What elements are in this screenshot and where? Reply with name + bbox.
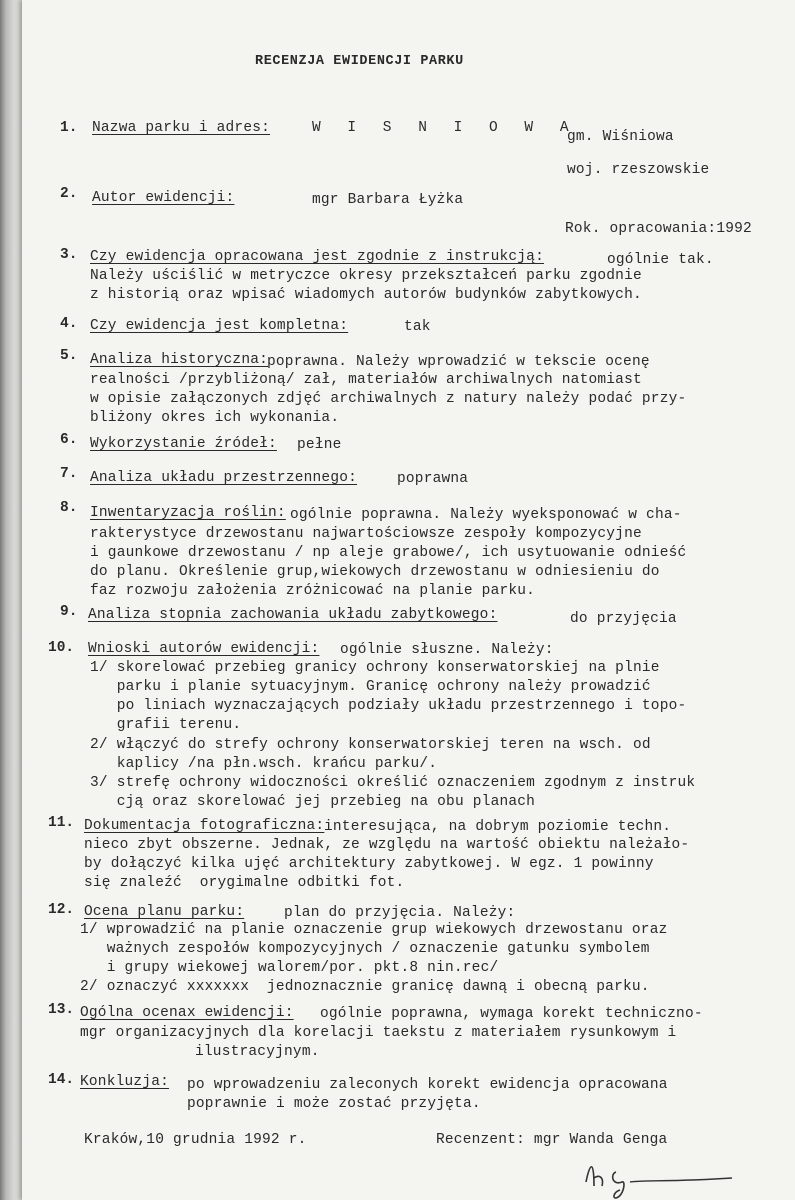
item-label: Analiza układu przestrzennego:	[90, 470, 358, 486]
binding-edge	[0, 0, 22, 1200]
item-label: Czy ewidencja opracowana jest zgodnie z instrukcją:	[90, 249, 544, 265]
item-value: poprawna	[397, 471, 469, 487]
item-number: 10.	[48, 640, 75, 656]
item-line: by dołączyć kilka ujęć architektury zabytkowej. W egz. 1 powinny	[84, 856, 654, 872]
item-label: Analiza historyczna:	[90, 352, 269, 368]
item-value: ogólnie słuszne. Należy:	[340, 642, 554, 658]
item-line: ilustracyjnym.	[195, 1044, 320, 1060]
item-line: z historią oraz wpisać wiadomych autorów budynków zabytkowych.	[90, 287, 642, 303]
item-line: 2/ oznaczyć xxxxxxx jednoznacznie granicę dawną i obecną parku.	[80, 979, 650, 995]
item-label: Analiza stopnia zachowania układu zabytkowego:	[88, 607, 498, 623]
item-number: 4.	[60, 316, 78, 332]
item-label: Ogólna ocenax ewidencji:	[80, 1005, 294, 1021]
item-number: 3.	[60, 247, 78, 263]
item-label: Ocena planu parku:	[84, 904, 245, 920]
item-value: mgr Barbara Łyżka	[312, 192, 464, 208]
item-number: 14.	[48, 1072, 75, 1088]
item-number: 8.	[60, 500, 78, 516]
reviewer: Recenzent: mgr Wanda Genga	[436, 1132, 668, 1148]
wojewodztwo: woj. rzeszowskie	[567, 162, 710, 178]
item-number: 1.	[60, 120, 78, 136]
item-line: nieco zbyt obszerne. Jednak, ze względu na wartość obiektu należało-	[84, 837, 690, 853]
rok-opracowania: Rok. opracowania:1992	[565, 221, 752, 237]
item-label: Inwentaryzacja roślin:	[90, 505, 286, 521]
item-line: mgr organizacyjnych dla korelacji taekstu z materiałem rysunkowym i	[80, 1025, 677, 1041]
item-line: w opisie załączonych zdjęć archiwalnych z natury należy podać przy-	[90, 391, 687, 407]
item-value: ogólnie poprawna, wymaga korekt techniczno-	[320, 1006, 703, 1022]
item-line: cją oraz skorelować jej przebieg na obu planach	[90, 794, 536, 810]
item-value: poprawna. Należy wprowadzić w tekscie ocenę	[267, 354, 650, 370]
item-label: Autor ewidencji:	[92, 190, 235, 206]
item-line: parku i planie sytuacyjnym. Granicę ochrony należy prowadzić	[90, 679, 651, 695]
item-value: W I S N I O W A	[312, 120, 578, 136]
item-value: plan do przyjęcia. Należy:	[284, 905, 516, 921]
document-page	[22, 0, 795, 1200]
item-label: Nazwa parku i adres:	[92, 120, 271, 136]
item-label: Konkluzja:	[80, 1074, 170, 1090]
place-date: Kraków,10 grudnia 1992 r.	[84, 1132, 307, 1148]
item-line: grafii terenu.	[90, 717, 242, 733]
item-label: Wnioski autorów ewidencji:	[88, 641, 320, 657]
item-value: ogólnie poprawna. Należy wyeksponować w cha-	[290, 507, 682, 523]
item-line: realności /przybliżoną/ zał, materiałów archiwalnych natomiast	[90, 372, 642, 388]
gmina: gm. Wiśniowa	[567, 129, 674, 145]
document-title: RECENZJA EWIDENCJI PARKU	[255, 54, 464, 69]
item-value: interesująca, na dobrym poziomie techn.	[324, 819, 672, 835]
item-value: tak	[404, 319, 431, 335]
item-value: pełne	[297, 437, 342, 453]
item-line: 1/ skorelować przebieg granicy ochrony konserwatorskiej na plnie	[90, 660, 660, 676]
item-value: ogólnie tak.	[607, 252, 714, 268]
item-line: 3/ strefę ochrony widoczności określić oznaczeniem zgodnym z instruk	[90, 775, 696, 791]
item-line: rakterystyce drzewostanu najwartościowsze zespoły kompozycyjne	[90, 526, 642, 542]
item-label: Dokumentacja fotograficzna:	[84, 818, 325, 834]
item-number: 6.	[60, 432, 78, 448]
item-number: 2.	[60, 186, 78, 202]
item-line: faz rozwoju założenia zróżnicować na planie parku.	[90, 583, 536, 599]
item-line: po liniach wyznaczających podziały układu przestrzennego i topo-	[90, 698, 687, 714]
item-line: i gaunkowe drzewostanu / np aleje grabowe/, ich usytuowanie odnieść	[90, 545, 687, 561]
item-number: 9.	[60, 604, 78, 620]
item-label: Wykorzystanie źródeł:	[90, 436, 277, 452]
item-number: 7.	[60, 466, 78, 482]
item-label: Czy ewidencja jest kompletna:	[90, 318, 349, 334]
item-line: 2/ włączyć do strefy ochrony konserwatorskiej teren na wsch. od	[90, 737, 651, 753]
item-number: 13.	[48, 1002, 75, 1018]
item-value: do przyjęcia	[570, 611, 677, 627]
item-line: poprawnie i może zostać przyjęta.	[187, 1096, 481, 1112]
item-number: 11.	[48, 815, 75, 831]
item-number: 12.	[48, 902, 75, 918]
handwritten-signature	[582, 1152, 742, 1200]
item-line: i grupy wiekowej walorem/por. pkt.8 nin.rec/	[80, 960, 499, 976]
item-line: do planu. Określenie grup,wiekowych drzewostanu w odniesieniu do	[90, 564, 660, 580]
item-line: bliżony okres ich wykonania.	[90, 410, 340, 426]
item-line: ważnych zespołów kompozycyjnych / oznaczenie gatunku symbolem	[80, 941, 650, 957]
item-line: się znaleźć orygimalne odbitki fot.	[84, 875, 405, 891]
item-line: Należy uściślić w metryczce okresy przekształceń parku zgodnie	[90, 268, 642, 284]
item-line: kaplicy /na płn.wsch. krańcu parku/.	[90, 756, 438, 772]
item-value: po wprowadzeniu zaleconych korekt ewidencja opracowana	[187, 1077, 668, 1093]
item-line: 1/ wprowadzić na planie oznaczenie grup wiekowych drzewostanu oraz	[80, 922, 668, 938]
item-number: 5.	[60, 348, 78, 364]
